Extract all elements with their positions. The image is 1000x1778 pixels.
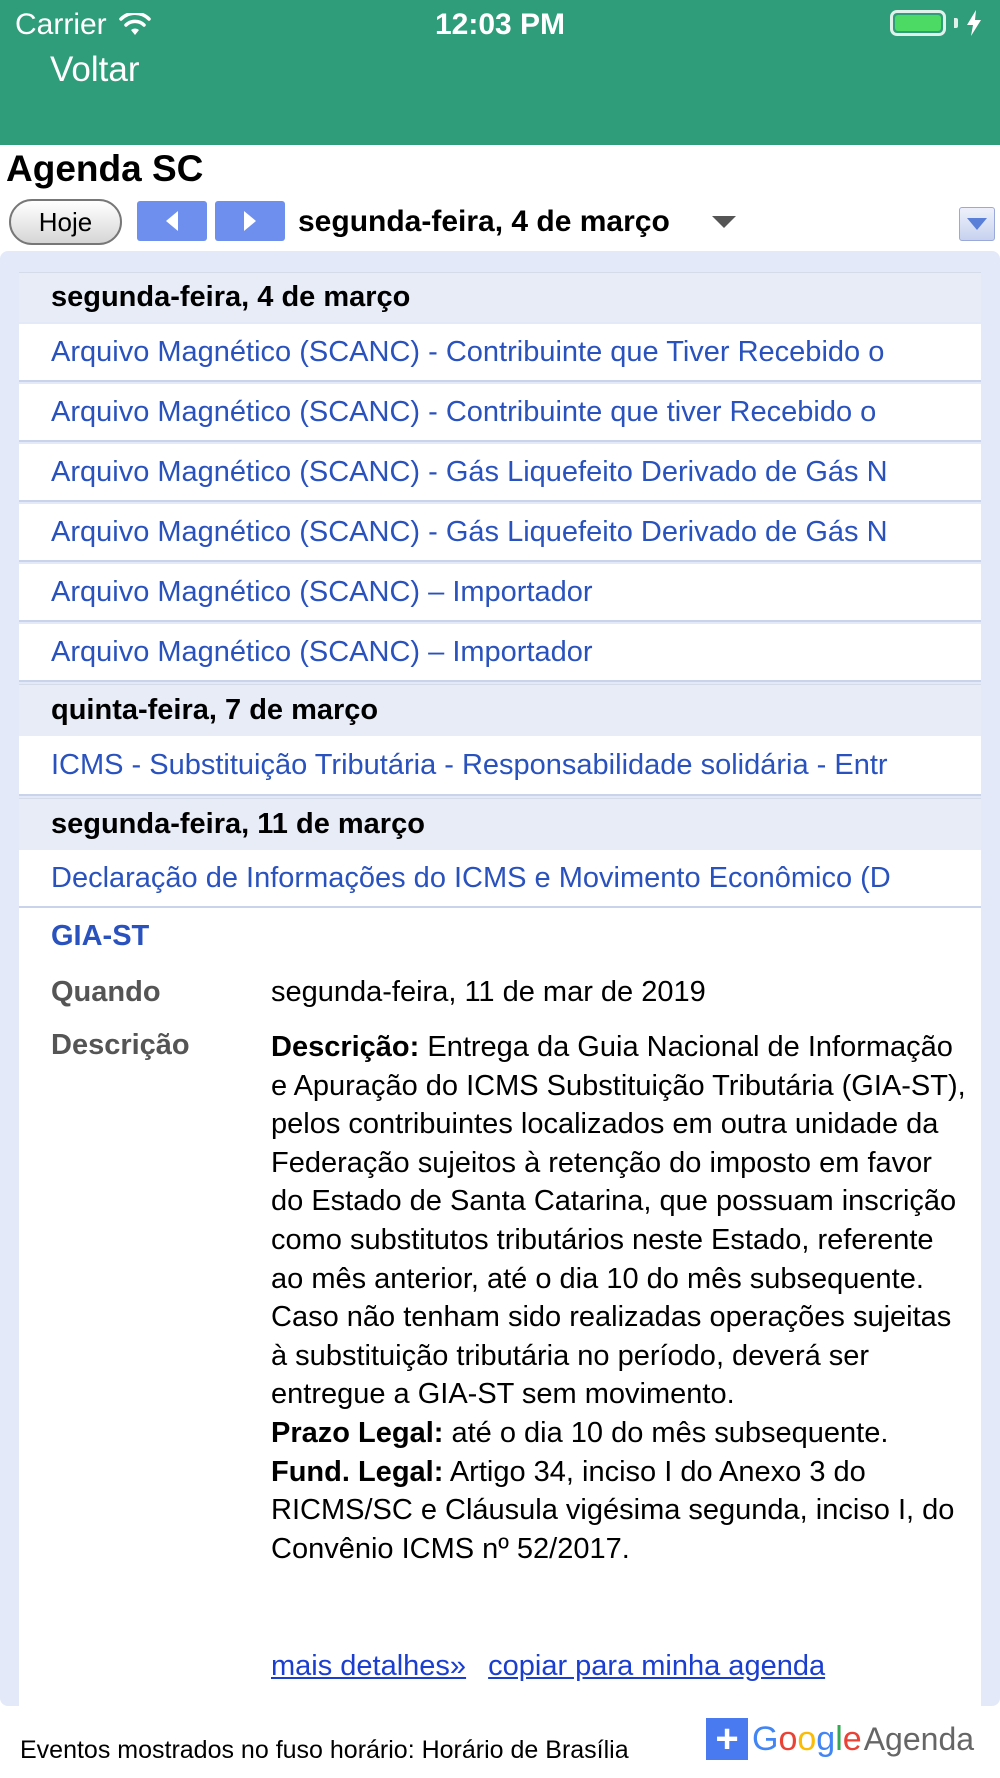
day-header: segunda-feira, 11 de março xyxy=(19,798,981,850)
carrier-label: Carrier xyxy=(15,8,107,41)
chevron-down-icon xyxy=(967,218,987,230)
event-item[interactable]: Arquivo Magnético (SCANC) - Contribuinte que Tiver Recebido o xyxy=(19,324,981,382)
next-button[interactable] xyxy=(215,201,285,241)
event-title[interactable]: GIA-ST xyxy=(51,920,150,952)
description-text: Descrição: Entrega da Guia Nacional de Informação e Apuração do ICMS Substituição Tributária (GIA-ST), pelos contribuintes localizados em outra unidade da Federação sujeitos à retenção do imposto em favor do Estado de Santa Catarina, que possuam inscrição como substitutos tributários neste Estado, referente ao mês anterior, até o dia 10 do mês subsequente. Caso não tenham sido realizadas operações sujeitas à substituição tributária no período, deverá ser entregue a GIA-ST sem movimento. Prazo Legal: até o dia 10 do mês subsequente. Fund. Legal: Artigo 34, inciso I do Anexo 3 do RICMS/SC e Cláusula vigésima segunda, inciso I, do Convênio ICMS nº 52/2017. xyxy=(271,1031,966,1565)
previous-button[interactable] xyxy=(137,201,207,241)
event-item[interactable]: ICMS - Substituição Tributária - Responsabilidade solidária - Entr xyxy=(19,736,981,796)
day-header: quinta-feira, 7 de março xyxy=(19,684,981,736)
when-value: segunda-feira, 11 de mar de 2019 xyxy=(271,976,706,1008)
event-item[interactable]: Arquivo Magnético (SCANC) – Importador xyxy=(19,564,981,622)
description-label: Descrição xyxy=(51,1029,190,1061)
arrow-left-icon xyxy=(164,211,180,231)
timezone-note: Eventos mostrados no fuso horário: Horário de Brasília xyxy=(20,1736,629,1764)
charging-bolt-icon xyxy=(966,10,982,36)
google-logo: Google xyxy=(752,1719,862,1758)
event-item[interactable]: Declaração de Informações do ICMS e Movimento Econômico (D xyxy=(19,850,981,908)
event-item[interactable]: Arquivo Magnético (SCANC) - Gás Liquefeito Derivado de Gás N xyxy=(19,444,981,502)
event-item[interactable]: Arquivo Magnético (SCANC) – Importador xyxy=(19,624,981,682)
plus-icon: + xyxy=(706,1718,748,1760)
event-item[interactable]: Arquivo Magnético (SCANC) - Contribuinte que tiver Recebido o xyxy=(19,384,981,442)
event-item[interactable]: Arquivo Magnético (SCANC) - Gás Liquefeito Derivado de Gás N xyxy=(19,504,981,562)
view-menu-button[interactable] xyxy=(959,207,995,241)
date-dropdown-icon[interactable] xyxy=(712,216,736,228)
day-header: segunda-feira, 4 de março xyxy=(19,272,981,322)
calendar-toolbar xyxy=(9,199,999,247)
back-button[interactable]: Voltar xyxy=(50,50,140,89)
today-button[interactable]: Hoje xyxy=(9,199,122,245)
event-links xyxy=(271,1650,839,1683)
battery-icon xyxy=(890,10,946,36)
battery-indicator xyxy=(890,10,982,36)
calendar-title: Agenda SC xyxy=(6,148,204,189)
navigation-bar xyxy=(0,0,1000,145)
when-label: Quando xyxy=(51,976,161,1008)
agenda-label: Agenda xyxy=(863,1720,975,1757)
google-agenda-badge[interactable] xyxy=(706,1717,974,1761)
current-date-label[interactable]: segunda-feira, 4 de março xyxy=(298,205,670,238)
arrow-right-icon xyxy=(242,211,258,231)
copy-to-calendar-link[interactable]: copiar para minha agenda xyxy=(488,1650,826,1682)
event-detail xyxy=(19,908,981,1706)
more-details-link[interactable]: mais detalhes» xyxy=(271,1650,467,1682)
status-time: 12:03 PM xyxy=(434,8,566,41)
